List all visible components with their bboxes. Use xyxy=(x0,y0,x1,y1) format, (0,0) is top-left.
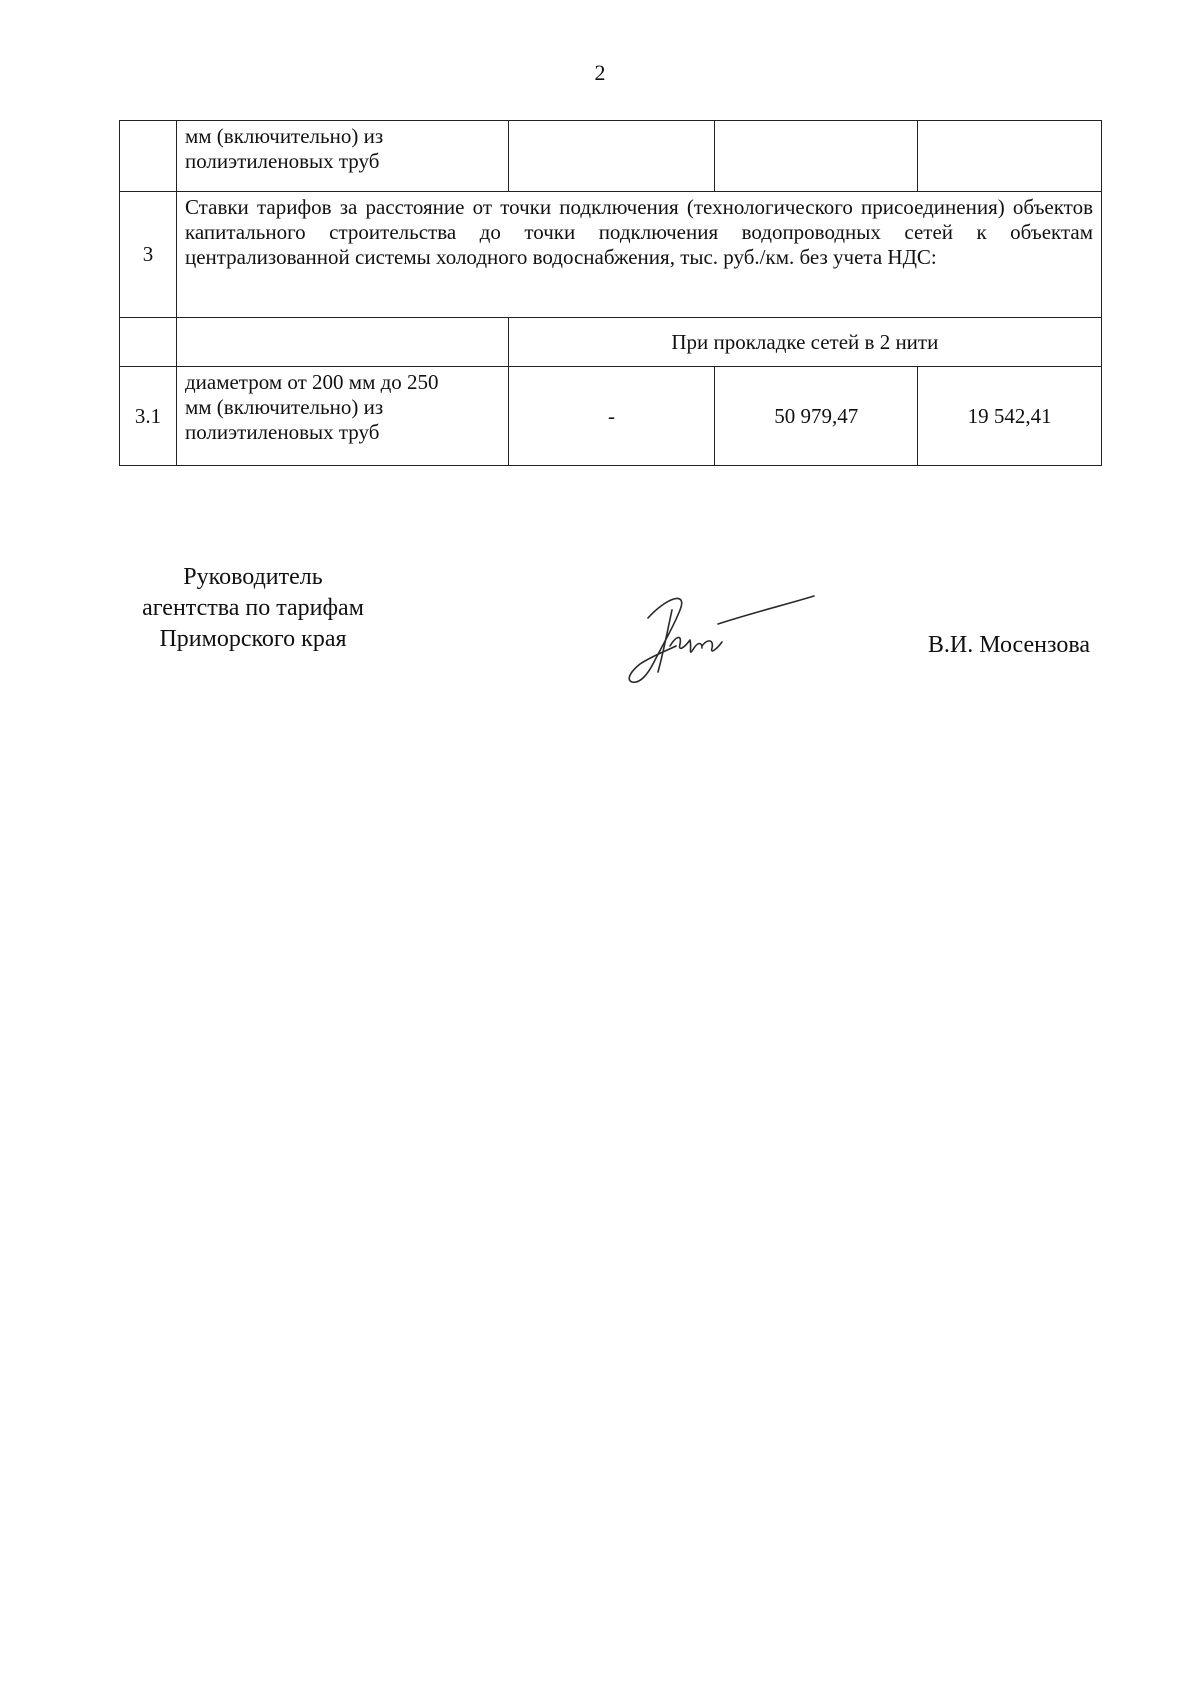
description-line: мм (включительно) из xyxy=(184,124,384,148)
signatory-title-line: агентства по тарифам xyxy=(142,595,364,621)
cell-value-empty xyxy=(918,121,1102,192)
signatory-title-line: Руководитель xyxy=(183,564,323,590)
cell-description xyxy=(176,367,508,466)
signatory-title-line: Приморского края xyxy=(159,626,347,652)
table-row-3 xyxy=(120,192,1102,318)
page-number: 2 xyxy=(594,60,606,85)
cell-value-3: 19 542,41 xyxy=(918,367,1102,466)
description-line: мм (включительно) из xyxy=(184,395,384,419)
table-row-3-1 xyxy=(120,367,1102,466)
signatory-name: В.И. Мосензова xyxy=(927,632,1090,658)
cell-number-empty xyxy=(120,318,177,367)
table-row-subheader xyxy=(120,318,1102,367)
cell-description xyxy=(176,121,508,192)
description-line: диаметром от 200 мм до 250 xyxy=(184,370,439,394)
cell-value-2: 50 979,47 xyxy=(715,367,918,466)
table-row-continuation xyxy=(120,121,1102,192)
cell-value-empty xyxy=(715,121,918,192)
cell-value-empty xyxy=(508,121,715,192)
cell-subheader: При прокладке сетей в 2 нити xyxy=(508,318,1101,367)
cell-row-3-description: Ставки тарифов за расстояние от точки подключения (технологического присоединения) объектов капитального строительства до точки подключения водопроводных сетей к объектам централизованной системы холодного водоснабжения, тыс. руб./км. без учета НДС: xyxy=(176,192,1101,318)
cell-row-number: 3.1 xyxy=(120,367,177,466)
handwritten-signature-icon xyxy=(618,588,818,690)
cell-description-empty xyxy=(176,318,508,367)
description-line: полиэтиленовых труб xyxy=(184,149,380,173)
description-line: полиэтиленовых труб xyxy=(184,420,380,444)
cell-number-empty xyxy=(120,121,177,192)
tariff-table xyxy=(119,120,1102,466)
cell-row-number: 3 xyxy=(120,192,177,318)
cell-value-1: - xyxy=(508,367,715,466)
signatory-title xyxy=(118,562,388,655)
